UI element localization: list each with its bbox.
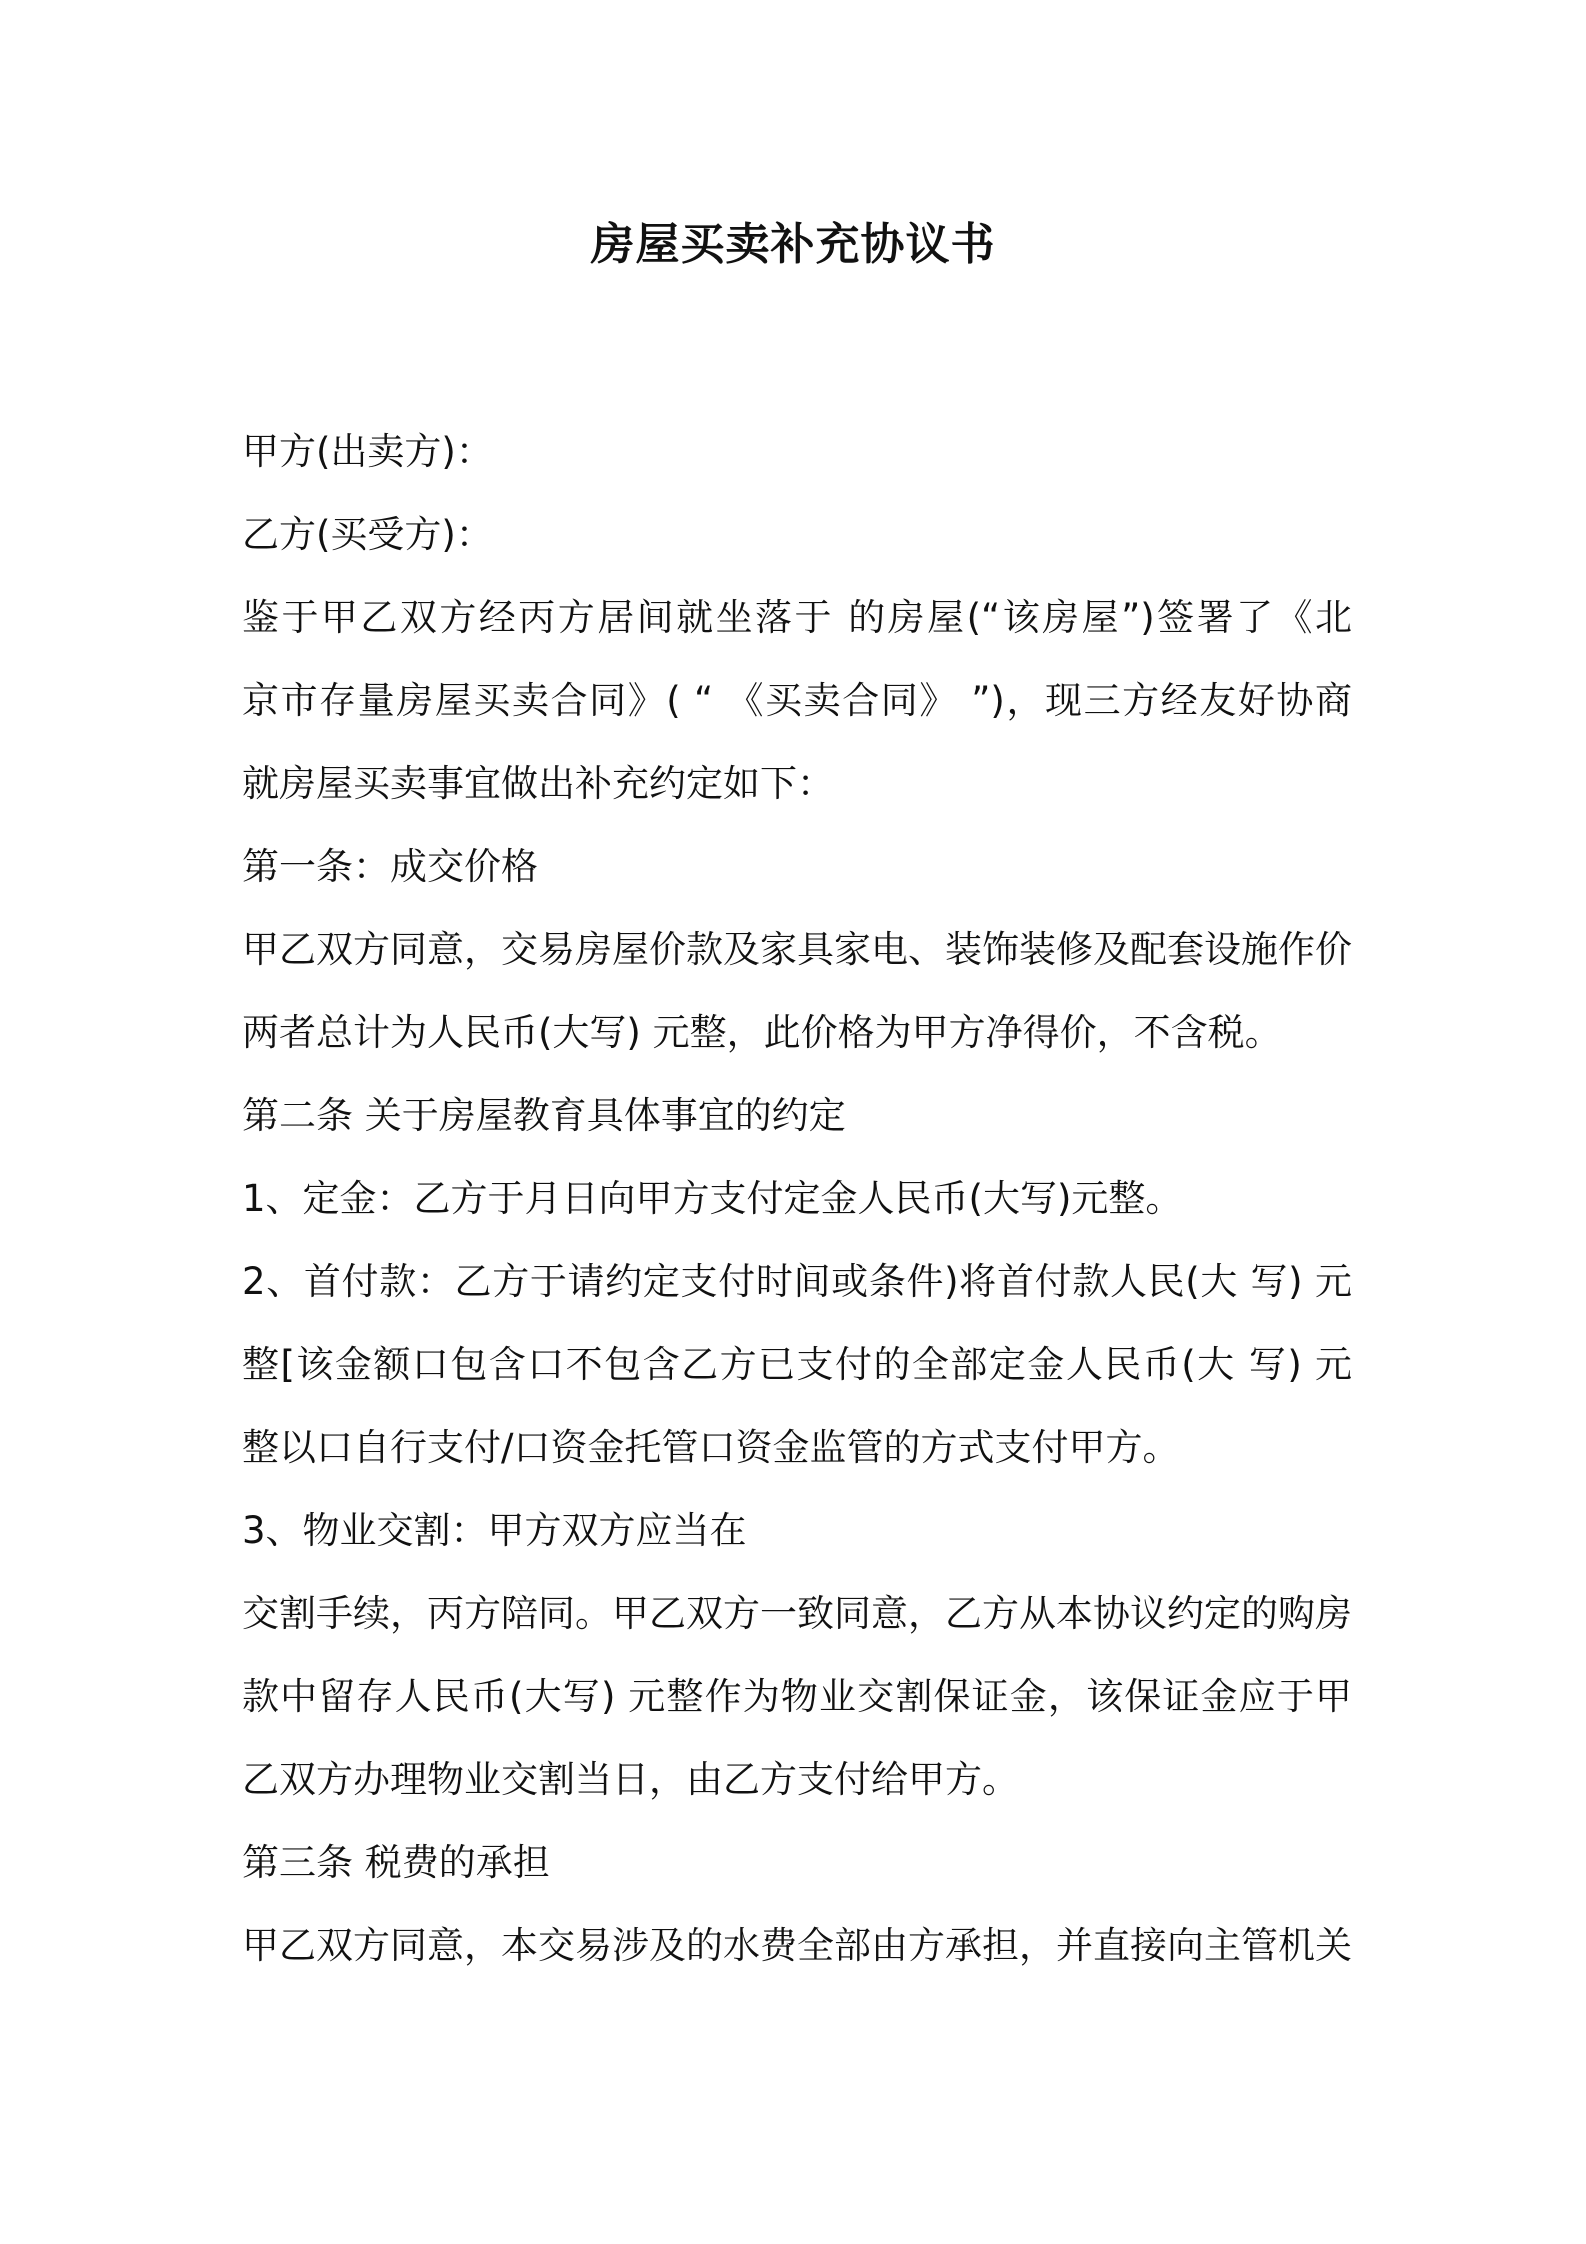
- preamble-line-2: 京市存量房屋买卖合同》( “ 《买卖合同》 ”)，现三方经友好协商: [242, 679, 1352, 722]
- property-handover-line-4: 乙双方办理物业交割当日，由乙方支付给甲方。: [242, 1758, 1019, 1801]
- document-body: [242, 410, 1352, 1987]
- preamble-line-1: 鉴于甲乙双方经丙方居间就坐落于 的房屋(“该房屋”)签署了《北: [242, 596, 1352, 639]
- document-title: 房屋买卖补充协议书: [590, 219, 996, 270]
- article-1-heading: 第一条：成交价格: [242, 845, 538, 888]
- article-2-heading: 第二条 关于房屋教育具体事宜的约定: [242, 1094, 846, 1137]
- down-payment-line-1: 2、首付款：乙方于请约定支付时间或条件)将首付款人民(大 写) 元: [242, 1260, 1352, 1303]
- property-handover-line-1: 3、物业交割：甲方双方应当在: [242, 1509, 747, 1552]
- article-3-line-1: 甲乙双方同意，本交易涉及的水费全部由方承担，并直接向主管机关: [242, 1924, 1352, 1967]
- article-1-line-2: 两者总计为人民币(大写) 元整，此价格为甲方净得价，不含税。: [242, 1011, 1282, 1054]
- preamble-line-3: 就房屋买卖事宜做出补充约定如下：: [242, 762, 834, 805]
- article-3-heading: 第三条 税费的承担: [242, 1841, 550, 1884]
- down-payment-line-2: 整[该金额口包含口不包含乙方已支付的全部定金人民币(大 写) 元: [242, 1343, 1352, 1386]
- deposit-line: 1、定金：乙方于月日向甲方支付定金人民币(大写)元整。: [242, 1177, 1183, 1220]
- party-a-line: 甲方(出卖方)：: [242, 430, 493, 473]
- party-b-line: 乙方(买受方)：: [242, 513, 493, 556]
- article-1-line-1: 甲乙双方同意，交易房屋价款及家具家电、装饰装修及配套设施作价: [242, 928, 1352, 971]
- property-handover-line-3: 款中留存人民币(大写) 元整作为物业交割保证金，该保证金应于甲: [242, 1675, 1352, 1718]
- down-payment-line-3: 整以口自行支付/口资金托管口资金监管的方式支付甲方。: [242, 1426, 1180, 1469]
- property-handover-line-2: 交割手续，丙方陪同。甲乙双方一致同意，乙方从本协议约定的购房: [242, 1592, 1352, 1635]
